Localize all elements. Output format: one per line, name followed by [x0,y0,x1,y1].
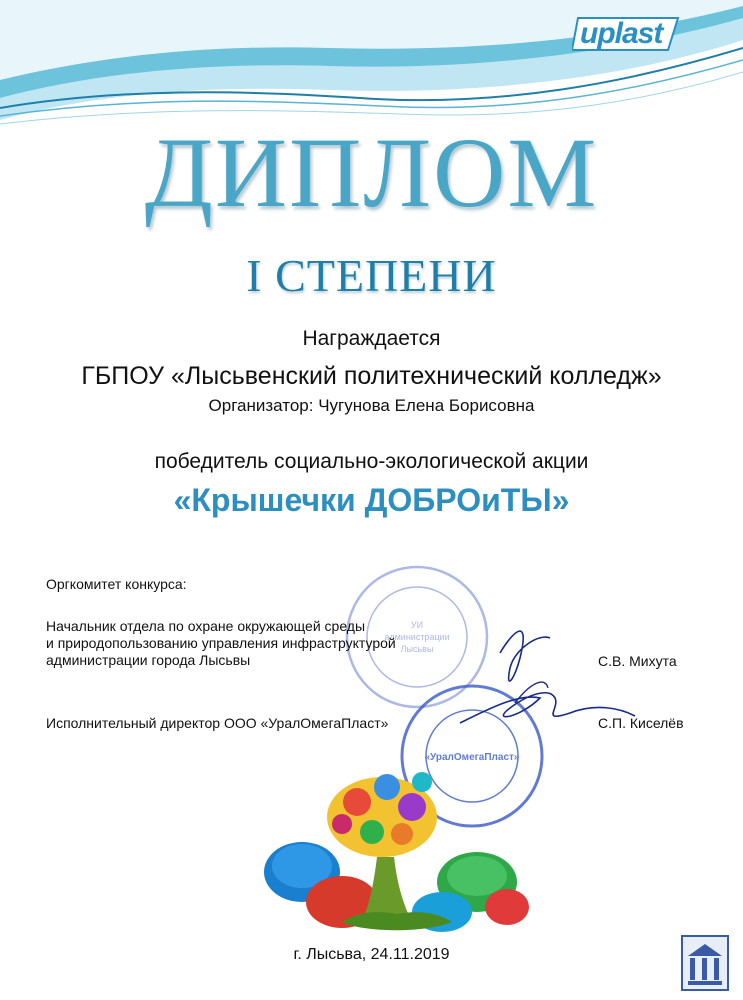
diploma-title: ДИПЛОМ [144,117,599,228]
place-and-date: г. Лысьва, 24.11.2019 [293,946,450,963]
stamp1-line2: администрации [384,632,450,642]
college-emblem-icon [680,934,730,992]
organizer-line: Организатор: Чугунова Елена Борисовна [208,396,535,415]
action-name: «Крышечки ДОБРОиТЫ» [173,482,570,518]
signatory-1-position-line: администрации города Лысьвы [46,652,251,668]
stamp1-line1: УИ [410,620,424,630]
stamp2-center-text: «УралОмегаПласт» [424,752,520,763]
winner-text: победитель социально-экологической акции [154,450,589,473]
signatory-1-name: С.В. Михута [598,653,677,669]
awardee-organization: ГБПОУ «Лысьвенский политехнический колледж» [81,362,662,390]
bottle-caps-illustration [262,762,532,937]
signatory-2-name: С.П. Киселёв [598,715,684,731]
awarded-label: Награждается [302,327,441,350]
signatory-2-position: Исполнительный директор ООО «УралОмегаПласт» [46,715,389,731]
committee-heading: Оргкомитет конкурса: [46,576,187,592]
signatory-1-position-line: и природопользованию управления инфраструктурой [46,635,396,651]
signatory-1-position [46,618,466,669]
uplast-logo-text: uplast [580,17,663,50]
diploma-degree: I СТЕПЕНИ [246,250,497,301]
stamp1-line3: Лысьвы [400,644,434,654]
signatory-1-position-line: Начальник отдела по охране окружающей среды [46,618,366,634]
